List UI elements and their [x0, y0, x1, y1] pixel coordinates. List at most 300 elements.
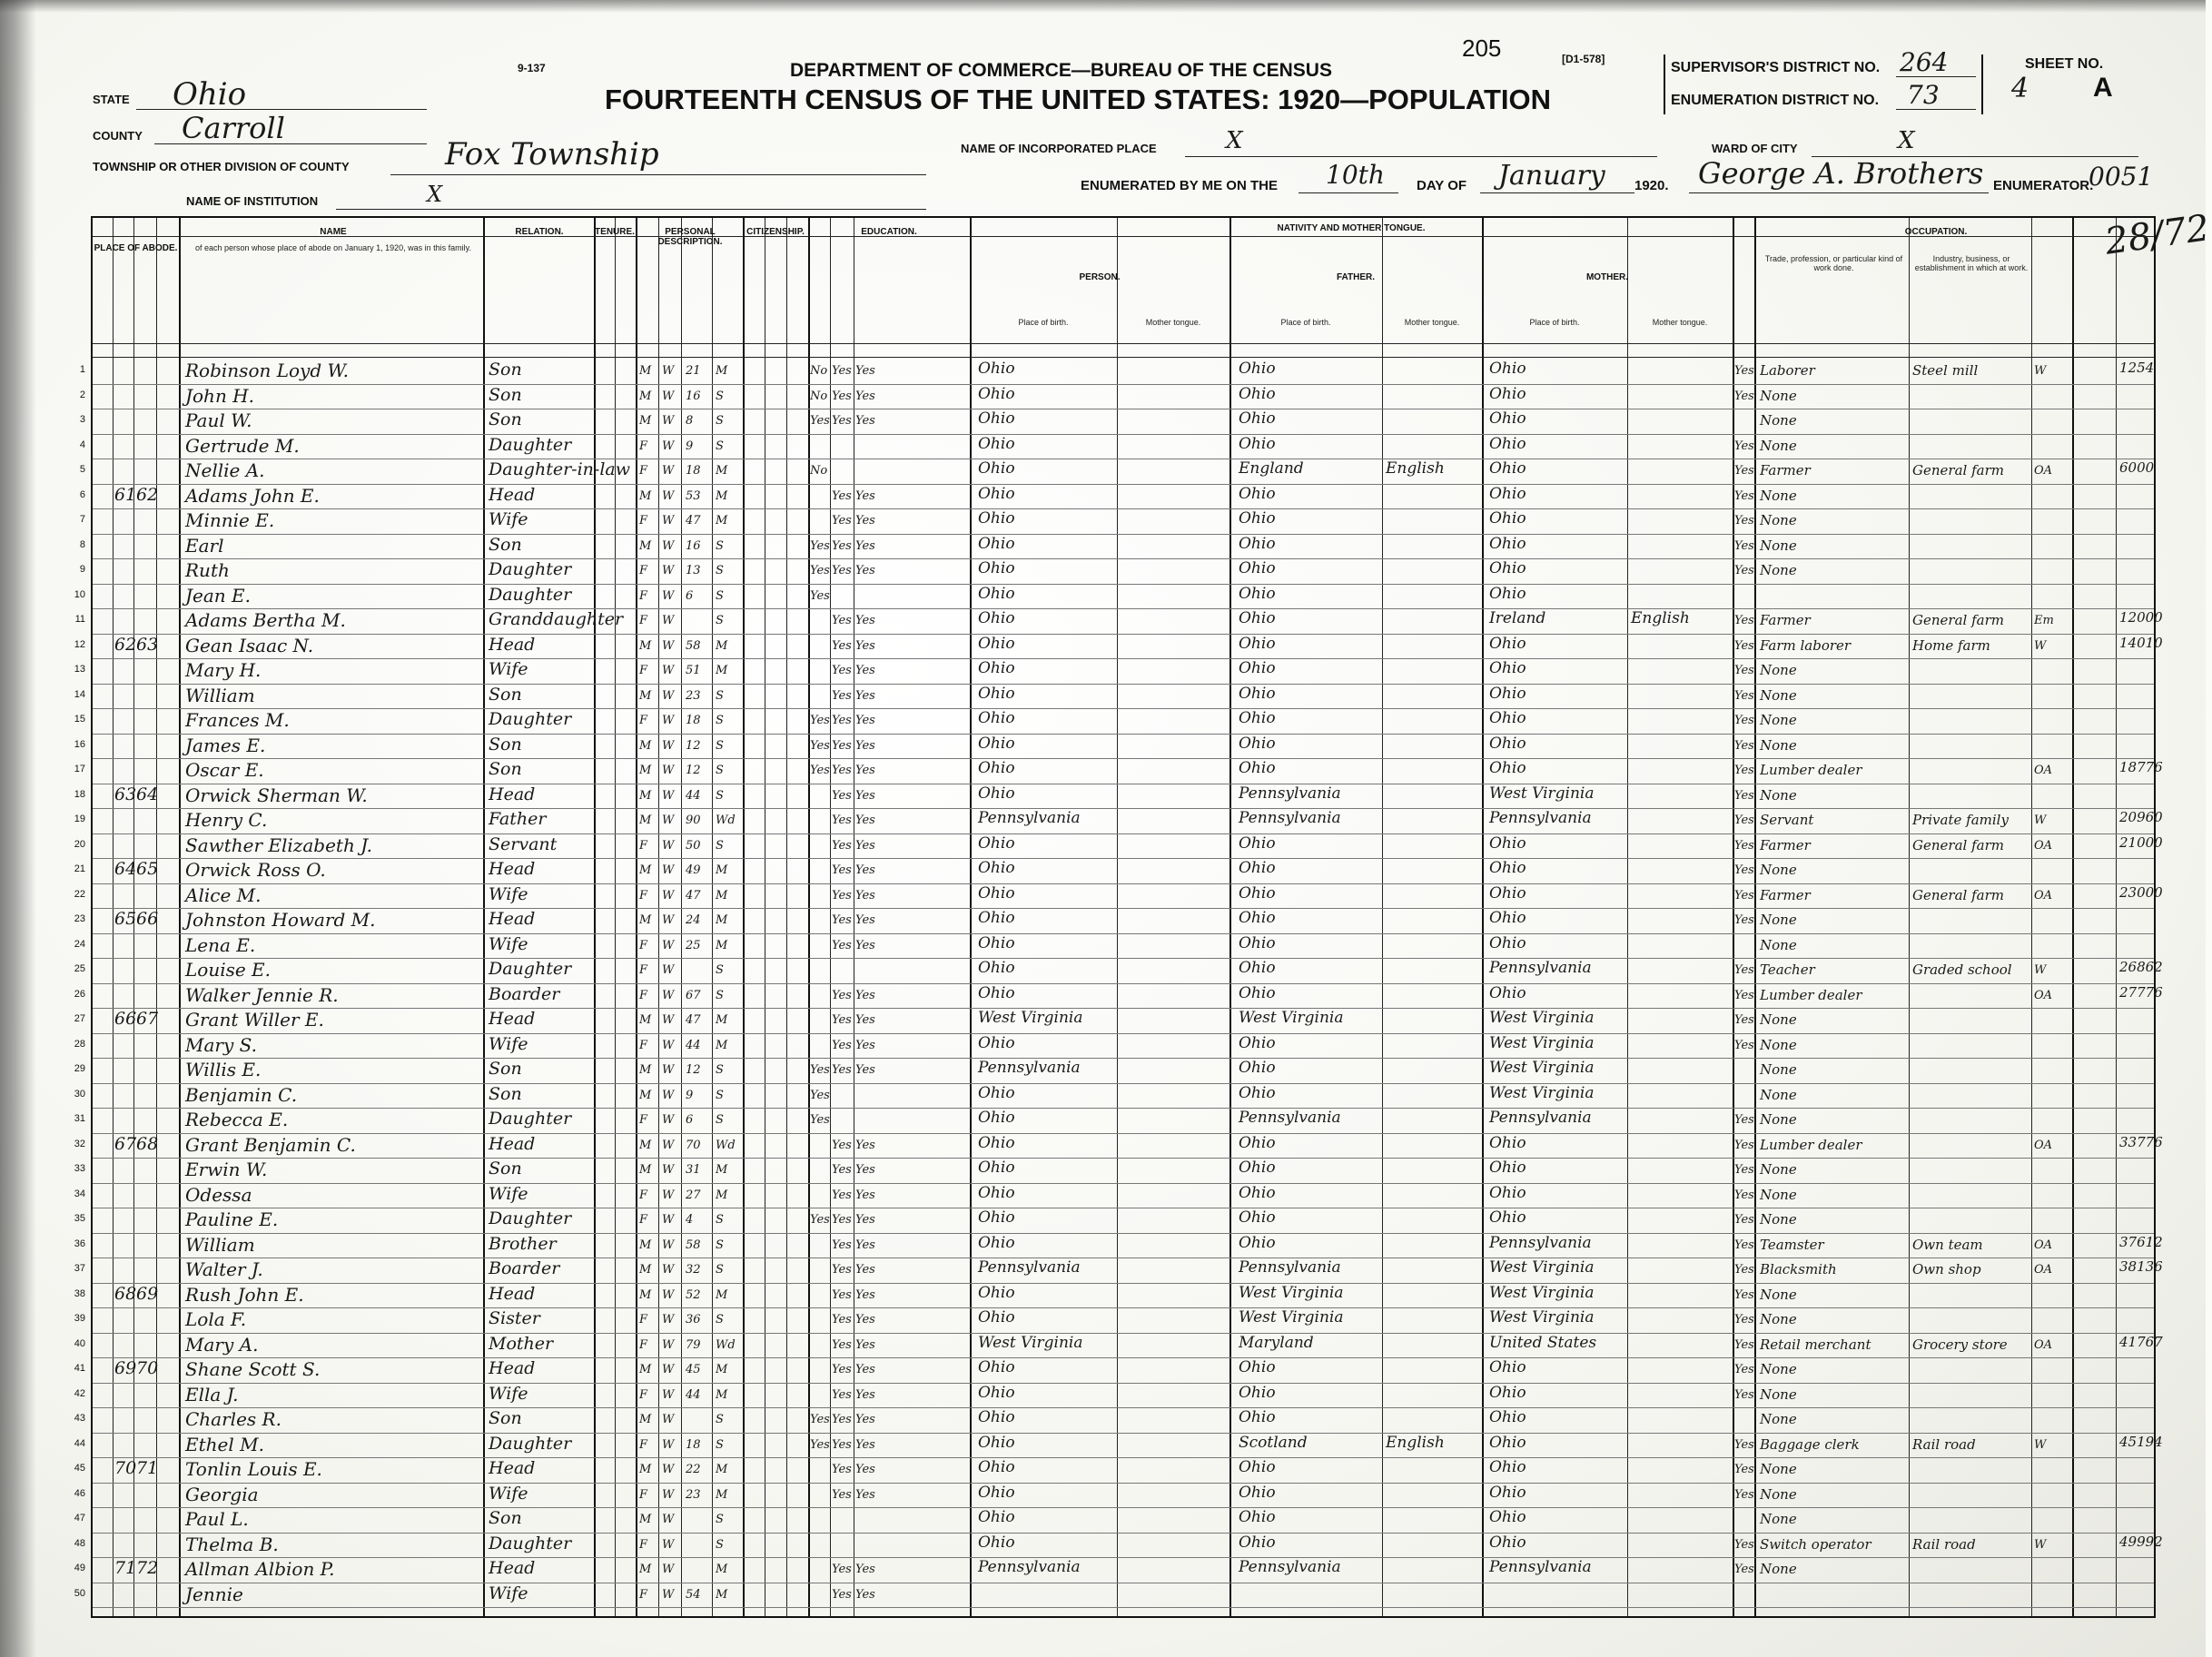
cell-birth: Ohio	[978, 434, 1015, 453]
cell-read: Yes	[832, 1487, 852, 1502]
cell-birth: Ohio	[978, 1383, 1015, 1402]
line-number: 38	[74, 1287, 85, 1299]
cell-f-birth: Scotland	[1239, 1433, 1308, 1452]
cell-name: Frances M.	[185, 709, 290, 731]
table-row	[74, 1557, 2154, 1582]
cell-m-birth: West Virginia	[1489, 1059, 1595, 1077]
table-row	[74, 1283, 2154, 1307]
line-number: 27	[74, 1013, 85, 1024]
cell-marital: S	[716, 1088, 724, 1102]
cell-trade: None	[1760, 1111, 1797, 1128]
cell-race: W	[662, 1587, 675, 1602]
cell-birth: Ohio	[978, 784, 1015, 803]
cell-birth: Ohio	[978, 909, 1015, 927]
cell-write: Yes	[855, 1263, 875, 1277]
cell-write: Yes	[855, 1413, 875, 1426]
cell-family: 67	[136, 1009, 159, 1029]
cell-name: Johnston Howard M.	[185, 909, 376, 931]
cell-birth: Ohio	[978, 409, 1015, 428]
table-row	[74, 1457, 2154, 1482]
cell-relation: Daughter	[489, 959, 572, 979]
cell-write: Yes	[855, 1387, 875, 1402]
cell-read: Yes	[832, 1163, 852, 1177]
cell-birth: Pennsylvania	[978, 1558, 1081, 1576]
cell-write: Yes	[855, 814, 875, 827]
cell-english: Yes	[1734, 638, 1754, 653]
cell-f-birth: Ohio	[1239, 1383, 1276, 1402]
cell-industry: Home farm	[1912, 636, 1990, 654]
cell-attended: Yes	[810, 564, 830, 577]
cell-attended: Yes	[810, 1063, 830, 1077]
cell-sex: F	[639, 1038, 648, 1052]
cell-birth: Ohio	[978, 1483, 1015, 1502]
cell-m-birth: Ohio	[1489, 1533, 1526, 1552]
cell-name: Mary S.	[185, 1033, 257, 1056]
line-number: 26	[74, 988, 85, 1000]
cell-english: Yes	[1734, 764, 1754, 777]
cell-m-birth: West Virginia	[1489, 1308, 1595, 1327]
cell-marital: S	[716, 538, 724, 553]
cell-marital: M	[716, 888, 728, 902]
cell-industry: Own team	[1912, 1236, 1983, 1253]
cell-birth: Ohio	[978, 1109, 1015, 1127]
table-row	[74, 1233, 2163, 1258]
cell-name: Jean E.	[185, 584, 251, 607]
cell-birth: Ohio	[978, 933, 1015, 952]
cell-read: Yes	[832, 364, 852, 378]
cell-m-birth: Ohio	[1489, 1483, 1526, 1502]
citizenship-heading: CITIZENSHIP.	[746, 227, 805, 237]
line-number: 5	[79, 464, 85, 475]
cell-write: Yes	[855, 1138, 875, 1152]
cell-f-birth: Ohio	[1239, 484, 1276, 503]
cell-code: 12000	[2119, 609, 2163, 626]
cell-write: Yes	[855, 1337, 875, 1352]
cell-write: Yes	[855, 714, 875, 727]
cell-trade: None	[1760, 1485, 1797, 1503]
cell-family: 70	[136, 1358, 159, 1378]
cell-race: W	[662, 1363, 675, 1376]
cell-read: Yes	[832, 1188, 852, 1202]
cell-dwelling: 66	[114, 1009, 137, 1029]
cell-code: 21000	[2119, 833, 2163, 851]
cell-english: Yes	[1734, 1163, 1754, 1177]
cell-race: W	[662, 1038, 675, 1052]
cell-write: Yes	[855, 1587, 875, 1602]
supervisor-value: 264	[1900, 47, 1949, 77]
cell-write: Yes	[855, 538, 875, 553]
cell-english: Yes	[1734, 1113, 1754, 1127]
cell-birth: Pennsylvania	[978, 1258, 1081, 1277]
cell-trade: None	[1760, 1461, 1797, 1477]
cell-f-birth: Ohio	[1239, 883, 1276, 902]
cell-write: Yes	[855, 913, 875, 927]
cell-read: Yes	[832, 988, 852, 1002]
cell-f-birth: Ohio	[1239, 833, 1276, 853]
cell-sex: M	[639, 1363, 652, 1376]
cell-birth: Ohio	[978, 1308, 1015, 1327]
cell-race: W	[662, 1513, 675, 1526]
cell-name: Lena E.	[185, 933, 256, 956]
table-row	[74, 958, 2163, 982]
cell-relation: Head	[489, 1458, 536, 1478]
cell-trade: None	[1760, 487, 1797, 504]
table-row	[74, 1158, 2154, 1182]
cell-read: Yes	[832, 1413, 852, 1426]
cell-marital: S	[716, 1238, 724, 1252]
cell-dwelling: 70	[114, 1458, 137, 1478]
cell-race: W	[662, 1313, 675, 1327]
cell-race: W	[662, 1088, 675, 1102]
cell-m-birth: Ohio	[1489, 1183, 1526, 1202]
cell-m-birth: Ohio	[1489, 409, 1526, 428]
person-heading: PERSON.	[1079, 272, 1121, 282]
person-birth-col: Place of birth.	[1018, 318, 1069, 327]
cell-class: OA	[2034, 838, 2053, 853]
cell-age: 49	[686, 863, 701, 877]
cell-write: Yes	[855, 738, 875, 753]
cell-race: W	[662, 564, 675, 577]
cell-m-birth: Ohio	[1489, 584, 1526, 603]
cell-sex: F	[639, 1487, 648, 1502]
table-row	[74, 1383, 2154, 1407]
cell-read: Yes	[832, 1063, 852, 1077]
cell-f-birth: Ohio	[1239, 409, 1276, 428]
cell-birth: Pennsylvania	[978, 1059, 1081, 1077]
cell-class: OA	[2034, 464, 2053, 478]
cell-industry: Private family	[1912, 812, 2009, 828]
cell-f-birth: Ohio	[1239, 859, 1276, 877]
cell-sex: M	[639, 764, 652, 777]
cell-write: Yes	[855, 788, 875, 803]
cell-age: 18	[686, 714, 701, 727]
cell-race: W	[662, 738, 675, 753]
cell-read: Yes	[832, 764, 852, 777]
line-number: 7	[79, 514, 85, 525]
cell-dwelling: 64	[114, 859, 137, 879]
cell-f-birth: Pennsylvania	[1239, 1558, 1341, 1576]
cell-race: W	[662, 814, 675, 827]
cell-m-birth: Ohio	[1489, 484, 1526, 503]
cell-trade: Retail merchant	[1760, 1336, 1871, 1353]
cell-f-birth: Ohio	[1239, 659, 1276, 677]
cell-m-birth: West Virginia	[1489, 1083, 1595, 1102]
department-heading: DEPARTMENT OF COMMERCE—BUREAU OF THE CENSUS	[790, 60, 1332, 81]
line-number: 19	[74, 814, 85, 824]
cell-write: Yes	[855, 638, 875, 653]
cell-f-birth: Ohio	[1239, 1533, 1276, 1552]
line-number: 45	[74, 1463, 85, 1474]
cell-english: Yes	[1734, 963, 1754, 977]
year-label: 1920.	[1634, 178, 1669, 193]
cell-m-birth: Ohio	[1489, 1358, 1526, 1376]
cell-trade: None	[1760, 786, 1797, 804]
cell-relation: Head	[489, 784, 536, 804]
cell-trade: None	[1760, 1311, 1797, 1327]
cell-relation: Daughter	[489, 709, 572, 729]
table-row	[74, 883, 2163, 908]
cell-birth: Ohio	[978, 1133, 1015, 1152]
cell-marital: S	[716, 1537, 724, 1552]
cell-m-birth: Ohio	[1489, 459, 1526, 478]
line-number: 4	[79, 439, 85, 450]
institution-line	[336, 209, 926, 210]
cell-dwelling: 65	[114, 909, 137, 929]
cell-write: Yes	[855, 488, 875, 503]
cell-birth: Ohio	[978, 709, 1015, 727]
cell-race: W	[662, 488, 675, 503]
cell-f-birth: Ohio	[1239, 1458, 1276, 1476]
cell-f-birth: Ohio	[1239, 1358, 1276, 1376]
cell-marital: M	[716, 913, 728, 927]
cell-relation: Son	[489, 734, 522, 755]
cell-write: Yes	[855, 614, 875, 627]
cell-relation: Head	[489, 634, 536, 655]
cell-marital: S	[716, 389, 724, 403]
cell-marital: M	[716, 1163, 728, 1177]
cell-attended: No	[810, 389, 828, 403]
cell-english: Yes	[1734, 389, 1754, 403]
line-number: 31	[74, 1113, 85, 1124]
cell-read: Yes	[832, 389, 852, 403]
cell-name: Grant Benjamin C.	[185, 1133, 356, 1156]
cell-name: Adams John E.	[185, 484, 320, 507]
cell-relation: Son	[489, 759, 522, 779]
cell-industry: General farm	[1912, 462, 2004, 478]
cell-birth: Ohio	[978, 634, 1015, 653]
cell-m-birth: West Virginia	[1489, 1258, 1595, 1277]
cell-age: 23	[686, 688, 701, 703]
cell-attended: Yes	[810, 738, 830, 753]
cell-race: W	[662, 1163, 675, 1177]
cell-age: 25	[686, 938, 701, 952]
line-number: 50	[74, 1587, 85, 1599]
place-of-abode-heading: PLACE OF ABODE.	[94, 243, 178, 253]
cell-age: 24	[686, 913, 701, 927]
cell-birth: Ohio	[978, 983, 1015, 1002]
table-row	[74, 983, 2163, 1008]
cell-read: Yes	[832, 1138, 852, 1152]
cell-english: Yes	[1734, 888, 1754, 902]
cell-m-birth: Ohio	[1489, 709, 1526, 727]
cell-write: Yes	[855, 389, 875, 403]
cell-name: William	[185, 1233, 255, 1256]
cell-trade: None	[1760, 712, 1797, 728]
cell-family: 65	[136, 859, 159, 879]
cell-m-birth: Pennsylvania	[1489, 959, 1592, 977]
cell-dwelling: 69	[114, 1358, 137, 1378]
cell-english: Yes	[1734, 863, 1754, 877]
nativity-heading: NATIVITY AND MOTHER TONGUE.	[1277, 223, 1426, 233]
cell-marital: S	[716, 564, 724, 577]
cell-attended: Yes	[810, 714, 830, 727]
table-row	[74, 1183, 2154, 1208]
cell-marital: M	[716, 1587, 728, 1602]
cell-sex: F	[639, 664, 648, 677]
enumeration-district-value: 73	[1907, 80, 1940, 110]
cell-name: Pauline E.	[185, 1208, 279, 1230]
cell-english: Yes	[1734, 714, 1754, 727]
cell-race: W	[662, 1463, 675, 1476]
cell-english: Yes	[1734, 664, 1754, 677]
cell-attended: Yes	[810, 764, 830, 777]
cell-f-tongue: English	[1386, 1433, 1445, 1452]
cell-race: W	[662, 614, 675, 627]
line-number: 24	[74, 938, 85, 950]
cell-write: Yes	[855, 1487, 875, 1502]
cell-age: 16	[686, 538, 701, 553]
cell-m-birth: Ohio	[1489, 684, 1526, 703]
cell-marital: S	[716, 1213, 724, 1227]
cell-read: Yes	[832, 1038, 852, 1052]
cell-f-birth: Ohio	[1239, 933, 1276, 952]
table-row	[74, 1108, 2154, 1132]
enumerated-label: ENUMERATED BY ME ON THE	[1081, 178, 1278, 193]
cell-attended: Yes	[810, 1413, 830, 1426]
line-number: 49	[74, 1563, 85, 1573]
cell-english: Yes	[1734, 913, 1754, 927]
cell-relation: Son	[489, 360, 522, 380]
line-number: 33	[74, 1163, 85, 1174]
cell-name: Mary H.	[185, 659, 262, 681]
cell-sex: F	[639, 1188, 648, 1202]
cell-name: Charles R.	[185, 1408, 281, 1430]
cell-trade: None	[1760, 1561, 1797, 1577]
cell-race: W	[662, 1387, 675, 1402]
cell-industry: General farm	[1912, 836, 2004, 853]
line-number: 41	[74, 1363, 85, 1374]
cell-write: Yes	[855, 688, 875, 703]
cell-sex: F	[639, 614, 648, 627]
cell-birth: Ohio	[978, 859, 1015, 877]
line-number: 20	[74, 838, 85, 850]
cell-race: W	[662, 364, 675, 378]
cell-read: Yes	[832, 488, 852, 503]
cell-marital: M	[716, 1013, 728, 1027]
cell-age: 90	[686, 814, 701, 827]
cell-relation: Wife	[489, 1383, 528, 1404]
cell-read: Yes	[832, 888, 852, 902]
table-row	[79, 484, 2154, 508]
cell-age: 27	[686, 1188, 701, 1202]
cell-name: Ethel M.	[185, 1433, 264, 1455]
cell-trade: Lumber dealer	[1760, 986, 1862, 1003]
mother-tongue-col: Mother tongue.	[1652, 318, 1708, 327]
table-row	[74, 758, 2163, 783]
table-row	[74, 908, 2154, 932]
cell-english: Yes	[1734, 1313, 1754, 1327]
cell-relation: Head	[489, 484, 536, 505]
cell-f-birth: Ohio	[1239, 1033, 1276, 1052]
cell-industry: General farm	[1912, 612, 2004, 628]
cell-name: Rebecca E.	[185, 1109, 289, 1130]
cell-f-birth: Ohio	[1239, 1483, 1276, 1502]
cell-marital: M	[716, 664, 728, 677]
cell-trade: Blacksmith	[1760, 1261, 1837, 1277]
cell-trade: Servant	[1760, 812, 1814, 828]
ward-label: WARD OF CITY	[1712, 142, 1798, 155]
table-row	[74, 1008, 2154, 1032]
cell-m-birth: Ohio	[1489, 1383, 1526, 1402]
cell-english: Yes	[1734, 464, 1754, 478]
cell-english: Yes	[1734, 1363, 1754, 1376]
father-tongue-col: Mother tongue.	[1404, 318, 1460, 327]
cell-relation: Son	[489, 1059, 522, 1079]
table-row	[79, 558, 2154, 583]
sheet-value: 4	[2011, 73, 2029, 104]
line-number: 6	[79, 488, 85, 500]
cell-birth: Ohio	[978, 1183, 1015, 1202]
cell-trade: Teamster	[1760, 1236, 1824, 1253]
page-stamp: 205	[1462, 35, 1502, 62]
cell-name: Orwick Ross O.	[185, 859, 326, 881]
cell-sex: M	[639, 863, 652, 877]
form-code: [D1-578]	[1562, 53, 1605, 65]
table-row	[74, 1133, 2163, 1158]
cell-age: 45	[686, 1363, 701, 1376]
cell-english: Yes	[1734, 1337, 1754, 1352]
cell-f-birth: Ohio	[1239, 384, 1276, 403]
cell-name: Ruth	[185, 559, 230, 581]
cell-write: Yes	[855, 514, 875, 528]
cell-f-birth: Ohio	[1239, 360, 1276, 378]
cell-trade: None	[1760, 1161, 1797, 1178]
cell-read: Yes	[832, 1463, 852, 1476]
table-row	[74, 1333, 2163, 1357]
cell-name: Shane Scott S.	[185, 1358, 321, 1380]
cell-marital: S	[716, 714, 724, 727]
cell-trade: None	[1760, 1286, 1797, 1303]
cell-birth: Ohio	[978, 559, 1015, 577]
cell-age: 32	[686, 1263, 701, 1277]
cell-trade: Farmer	[1760, 886, 1811, 903]
cell-f-birth: Ohio	[1239, 609, 1276, 627]
cell-m-birth: Ohio	[1489, 559, 1526, 577]
cell-industry: Steel mill	[1912, 362, 1979, 379]
cell-trade: None	[1760, 1511, 1797, 1527]
cell-race: W	[662, 1287, 675, 1302]
cell-trade: None	[1760, 1361, 1797, 1377]
ward-value: X	[1898, 127, 1915, 154]
cell-relation: Wife	[489, 1583, 528, 1603]
cell-f-birth: Ohio	[1239, 1059, 1276, 1077]
cell-marital: M	[716, 1188, 728, 1202]
cell-age: 6	[686, 588, 694, 603]
cell-sex: F	[639, 1437, 648, 1452]
line-number: 30	[74, 1088, 85, 1100]
cell-read: Yes	[832, 414, 852, 428]
cell-age: 13	[686, 564, 701, 577]
cell-race: W	[662, 888, 675, 902]
table-row	[79, 508, 2154, 533]
cell-m-birth: Ohio	[1489, 534, 1526, 553]
cell-race: W	[662, 1413, 675, 1426]
cell-family: 64	[136, 784, 159, 804]
head-sep	[93, 343, 2154, 344]
cell-trade: None	[1760, 686, 1797, 704]
line-number: 2	[79, 389, 85, 400]
cell-marital: S	[716, 738, 724, 753]
cell-read: Yes	[832, 788, 852, 803]
industry-col: Industry, business, or establishment in which at work.	[1914, 254, 2029, 272]
cell-family: 69	[136, 1283, 159, 1304]
trade-col: Trade, profession, or particular kind of work done.	[1764, 254, 1903, 272]
cell-race: W	[662, 638, 675, 653]
table-row	[74, 933, 2154, 958]
personal-heading: PERSONAL DESCRIPTION.	[657, 227, 723, 247]
cell-read: Yes	[832, 738, 852, 753]
cell-class: Em	[2034, 614, 2054, 627]
